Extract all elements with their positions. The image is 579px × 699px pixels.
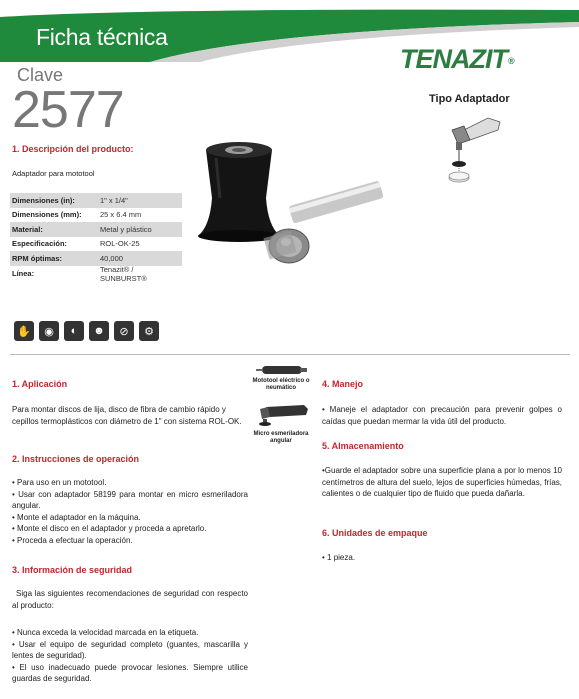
guard-icon: ⚙: [139, 321, 159, 341]
ear-protection-icon: ◐: [64, 321, 84, 341]
seguridad-list: [12, 627, 248, 685]
clave-label: Clave: [17, 65, 64, 85]
spec-key: Dimensiones (mm):: [12, 210, 82, 220]
page-title: Ficha técnica: [36, 24, 168, 50]
no-sleeves-icon: ⊘: [114, 321, 134, 341]
list-item: • El uso inadecuado puede provocar lesiones. Siempre utilice guardas de seguridad.: [12, 662, 248, 684]
brand-name: TENAZIT: [400, 44, 507, 74]
spec-key: RPM óptimas:: [12, 253, 63, 263]
section-divider: [10, 354, 570, 355]
spec-value: 1" x 1/4": [100, 195, 128, 205]
micro-grinder-caption: Micro esmeriladora angular: [253, 431, 309, 444]
spec-value: ROL-OK-25: [100, 239, 140, 249]
goggles-icon: ◉: [39, 321, 59, 341]
spec-row: [10, 222, 182, 237]
spec-key: Especificación:: [12, 239, 68, 249]
spec-value: 25 x 6.4 mm: [100, 210, 142, 220]
spec-key: Línea:: [12, 269, 35, 279]
aplicacion-text: Para montar discos de lija, disco de fibra de cambio rápido y cepillos termoplásticos con diámetro de 1" con sistema ROL-OK.: [12, 405, 242, 426]
seguridad-intro: Siga las siguientes recomendaciones de seguridad con respecto al producto:: [12, 589, 248, 610]
micro-grinder-icon: [252, 401, 312, 427]
product-description: Adaptador para mototool: [12, 169, 95, 178]
spec-row: [10, 193, 182, 208]
empaque-text: • 1 pieza.: [322, 553, 356, 562]
list-item: • Usar con adaptador 58199 para montar en micro esmeriladora angular.: [12, 489, 248, 511]
spec-value: 40,000: [100, 253, 123, 263]
adapter-product-image: [196, 138, 396, 278]
tipo-label: Tipo Adaptador: [429, 93, 510, 105]
section-instrucciones-title: 2. Instrucciones de operación: [12, 454, 140, 464]
spec-row: [10, 208, 182, 223]
mototool-icon: [254, 364, 308, 376]
helmet-icon: ☻: [89, 321, 109, 341]
section-manejo-title: 4. Manejo: [322, 379, 364, 389]
section-descripcion-title: 1. Descripción del producto:: [12, 144, 134, 154]
section-empaque-title: 6. Unidades de empaque: [322, 528, 428, 538]
spec-value: Metal y plástico: [100, 224, 152, 234]
list-item: • Usar el equipo de seguridad completo (guantes, mascarilla y lentes de seguridad).: [12, 639, 248, 661]
brand-logo: [400, 44, 514, 75]
spec-row: [10, 264, 182, 283]
list-item: • Monte el adaptador en la máquina.: [12, 512, 141, 522]
clave-number: 2577: [12, 81, 124, 139]
mototool-caption: Mototool eléctrico o neumático: [252, 378, 310, 391]
almacenamiento-text: •Guarde el adaptador sobre una superficie plana a por lo menos 10 centímetros de altura del suelo, lejos de superficies húmedas, frías, calientes o de cualquier tipo de fluido que pueda dañarla.: [322, 466, 562, 499]
spec-key: Dimensiones (in):: [12, 195, 75, 205]
section-seguridad-title: 3. Información de seguridad: [12, 565, 133, 575]
angle-grinder-illustration: [440, 112, 506, 186]
instrucciones-list: [12, 477, 248, 547]
section-almacenamiento-title: 5. Almacenamiento: [322, 441, 404, 451]
brand-registered-mark: ®: [508, 56, 514, 66]
list-item: • Nunca exceda la velocidad marcada en la etiqueta.: [12, 628, 199, 637]
list-item: • Monte el disco en el adaptador y proceda a apretarlo.: [12, 524, 207, 534]
spec-row: [10, 251, 182, 266]
list-item: • Proceda a efectuar la operación.: [12, 535, 133, 545]
spec-key: Material:: [12, 224, 43, 234]
spec-value: Tenazit® / SUNBURST®: [100, 264, 147, 283]
manejo-text: • Maneje el adaptador con precaución para prevenir golpes o caídas que puedan mermar la vida útil del producto.: [322, 405, 562, 426]
section-aplicacion-title: 1. Aplicación: [12, 379, 68, 389]
list-item: • Para uso en un mototool.: [12, 478, 107, 487]
gloves-icon: ✋: [14, 321, 34, 341]
safety-icons: [14, 321, 159, 341]
spec-row: [10, 237, 182, 252]
spec-table: [10, 193, 182, 281]
